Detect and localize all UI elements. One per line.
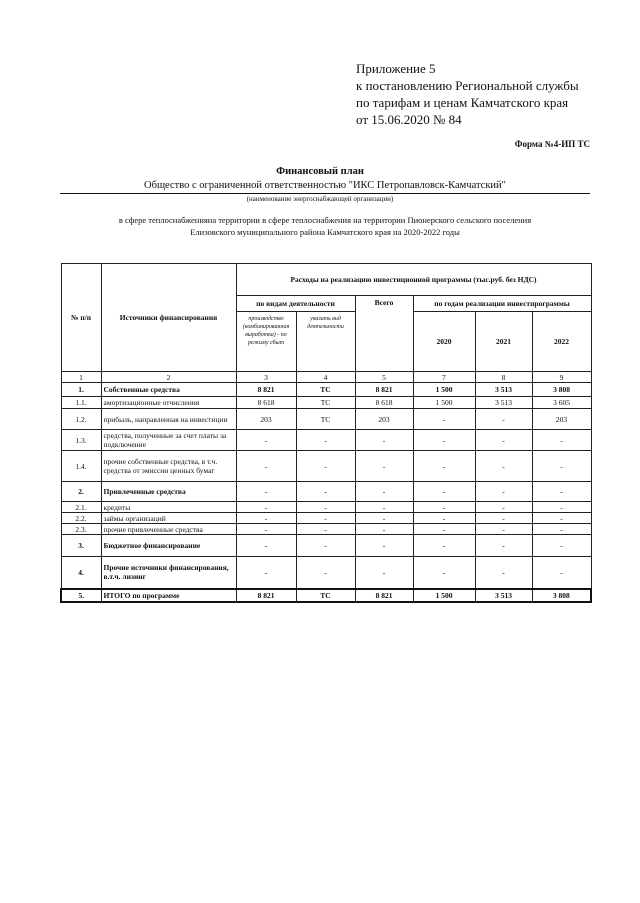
- row-activity-a: -: [236, 502, 296, 513]
- appendix-line-1: Приложение 5: [356, 61, 436, 76]
- row-activity-a: 203: [236, 409, 296, 430]
- appendix-line-4: от 15.06.2020 № 84: [356, 112, 462, 127]
- row-2022: -: [532, 451, 591, 482]
- row-activity-a: 8 618: [236, 397, 296, 409]
- row-2021: -: [475, 482, 532, 502]
- organization-underline: [60, 193, 590, 194]
- column-number: 1: [61, 372, 101, 383]
- row-2021: -: [475, 535, 532, 557]
- row-2020: 1 500: [413, 589, 475, 602]
- row-num: 5.: [61, 589, 101, 602]
- row-2022: -: [532, 513, 591, 524]
- row-2021: 3 513: [475, 397, 532, 409]
- row-2020: -: [413, 482, 475, 502]
- row-2022: 203: [532, 409, 591, 430]
- row-source: средства, полученные за счет платы за подключение: [101, 430, 236, 451]
- header-by-activity: по видам деятельности: [236, 296, 355, 312]
- row-total: -: [355, 524, 413, 535]
- row-total: 8 618: [355, 397, 413, 409]
- row-activity-a: -: [236, 557, 296, 589]
- row-2022: -: [532, 482, 591, 502]
- header-year-2020: 2020: [413, 312, 475, 372]
- row-source: Прочие источники финансирования, в.т.ч. лизинг: [101, 557, 236, 589]
- row-2022: -: [532, 524, 591, 535]
- row-2021: -: [475, 451, 532, 482]
- scope-line-2: Елизовского муниципального района Камчатского края на 2020-2022 годы: [190, 227, 460, 237]
- row-activity-b: -: [296, 451, 355, 482]
- table-row: [61, 557, 591, 589]
- scope-line-1: в сфере теплоснабженияна территории в сфере теплоснабжения на территории Пионерского сельского поселения: [118, 215, 532, 225]
- row-activity-b: -: [296, 535, 355, 557]
- organization-caption: (наименование энергоснабжающей организации): [246, 195, 394, 203]
- row-activity-a: -: [236, 524, 296, 535]
- row-total: -: [355, 513, 413, 524]
- row-source: прочие привлеченные средства: [101, 524, 236, 535]
- row-2020: -: [413, 513, 475, 524]
- table-row: [61, 482, 591, 502]
- row-activity-b: ТС: [296, 383, 355, 397]
- header-activity-other: указать вид деятельности: [296, 312, 355, 372]
- row-activity-a: -: [236, 482, 296, 502]
- column-number: 2: [101, 372, 236, 383]
- row-num: 1.3.: [61, 430, 101, 451]
- row-activity-a: 8 821: [236, 589, 296, 602]
- row-num: 1.2.: [61, 409, 101, 430]
- row-num: 2.1.: [61, 502, 101, 513]
- column-number: 9: [532, 372, 591, 383]
- row-source: Собственные средства: [101, 383, 236, 397]
- page-title: Финансовый план: [276, 166, 364, 177]
- row-2021: 3 513: [475, 383, 532, 397]
- row-activity-b: -: [296, 513, 355, 524]
- column-number: 8: [475, 372, 532, 383]
- row-activity-a: 8 821: [236, 383, 296, 397]
- table-row: [61, 535, 591, 557]
- row-source: прибыль, направленная на инвестиции: [101, 409, 236, 430]
- header-sources: Источники финансирования: [101, 264, 236, 372]
- financial-plan-table: [60, 263, 592, 603]
- column-number: 5: [355, 372, 413, 383]
- header-activity-production: производство (комбинированная выработка) - по режиму сбыт: [236, 312, 296, 372]
- table-row: [61, 513, 591, 524]
- row-activity-a: -: [236, 430, 296, 451]
- row-2022: -: [532, 502, 591, 513]
- row-2022: 3 605: [532, 397, 591, 409]
- scope-text: [60, 214, 590, 238]
- row-source: Бюджетное финансирование: [101, 535, 236, 557]
- column-number-row: [61, 372, 591, 383]
- table-row: [61, 383, 591, 397]
- row-2020: -: [413, 557, 475, 589]
- row-2022: 3 808: [532, 383, 591, 397]
- row-total: -: [355, 557, 413, 589]
- table-row: [61, 524, 591, 535]
- row-2021: -: [475, 524, 532, 535]
- row-2021: -: [475, 513, 532, 524]
- row-activity-a: -: [236, 451, 296, 482]
- row-2021: -: [475, 409, 532, 430]
- header-total: Всего: [355, 296, 413, 372]
- table-row-total: [61, 589, 591, 602]
- row-activity-b: -: [296, 482, 355, 502]
- row-2020: -: [413, 451, 475, 482]
- row-activity-b: -: [296, 557, 355, 589]
- row-activity-a: -: [236, 535, 296, 557]
- row-2021: -: [475, 557, 532, 589]
- appendix-line-2: к постановлению Региональной службы: [356, 78, 579, 93]
- row-num: 1.1.: [61, 397, 101, 409]
- row-total: -: [355, 482, 413, 502]
- row-2022: 3 808: [532, 589, 591, 602]
- column-number: 4: [296, 372, 355, 383]
- table-row: [61, 451, 591, 482]
- appendix-line-3: по тарифам и ценам Камчатского края: [356, 95, 569, 110]
- row-2020: -: [413, 430, 475, 451]
- row-activity-b: ТС: [296, 589, 355, 602]
- row-2020: 1 500: [413, 383, 475, 397]
- row-activity-b: -: [296, 524, 355, 535]
- row-source: амортизационные отчисления: [101, 397, 236, 409]
- row-total: 8 821: [355, 383, 413, 397]
- table-row: [61, 430, 591, 451]
- row-activity-a: -: [236, 513, 296, 524]
- column-number: 7: [413, 372, 475, 383]
- row-total: -: [355, 535, 413, 557]
- row-source: займы организаций: [101, 513, 236, 524]
- row-2021: -: [475, 502, 532, 513]
- row-2020: -: [413, 502, 475, 513]
- row-source: ИТОГО по программе: [101, 589, 236, 602]
- table-row: [61, 502, 591, 513]
- row-num: 1.: [61, 383, 101, 397]
- row-num: 3.: [61, 535, 101, 557]
- row-total: -: [355, 430, 413, 451]
- column-number: 3: [236, 372, 296, 383]
- row-2020: -: [413, 409, 475, 430]
- row-2022: -: [532, 557, 591, 589]
- row-2020: -: [413, 524, 475, 535]
- header-expenses: Расходы на реализацию инвестиционной программы (тыс.руб. без НДС): [236, 264, 591, 296]
- header-year-2022: 2022: [532, 312, 591, 372]
- row-activity-b: ТС: [296, 397, 355, 409]
- row-2022: -: [532, 430, 591, 451]
- row-num: 2.: [61, 482, 101, 502]
- row-source: Привлеченные средства: [101, 482, 236, 502]
- row-2022: -: [532, 535, 591, 557]
- row-2020: -: [413, 535, 475, 557]
- header-year-2021: 2021: [475, 312, 532, 372]
- row-activity-b: -: [296, 502, 355, 513]
- row-activity-b: ТС: [296, 409, 355, 430]
- organization-name: Общество с ограниченной ответственностью "ИКС Петропавловск-Камчатский": [144, 180, 506, 191]
- row-total: 203: [355, 409, 413, 430]
- row-2020: 1 500: [413, 397, 475, 409]
- row-num: 2.3.: [61, 524, 101, 535]
- row-num: 1.4.: [61, 451, 101, 482]
- header-by-year: по годам реализации инвестпрограммы: [413, 296, 591, 312]
- row-activity-b: -: [296, 430, 355, 451]
- appendix-block: [356, 60, 616, 128]
- row-source: прочие собственные средства, в т.ч. средства от эмиссии ценных бумаг: [101, 451, 236, 482]
- row-total: -: [355, 451, 413, 482]
- form-code: Форма №4-ИП ТС: [514, 139, 590, 149]
- table-row: [61, 409, 591, 430]
- row-2021: -: [475, 430, 532, 451]
- row-total: -: [355, 502, 413, 513]
- row-total: 8 821: [355, 589, 413, 602]
- row-2021: 3 513: [475, 589, 532, 602]
- header-num: № п/п: [61, 264, 101, 372]
- table-row: [61, 397, 591, 409]
- row-num: 2.2.: [61, 513, 101, 524]
- row-num: 4.: [61, 557, 101, 589]
- row-source: кредиты: [101, 502, 236, 513]
